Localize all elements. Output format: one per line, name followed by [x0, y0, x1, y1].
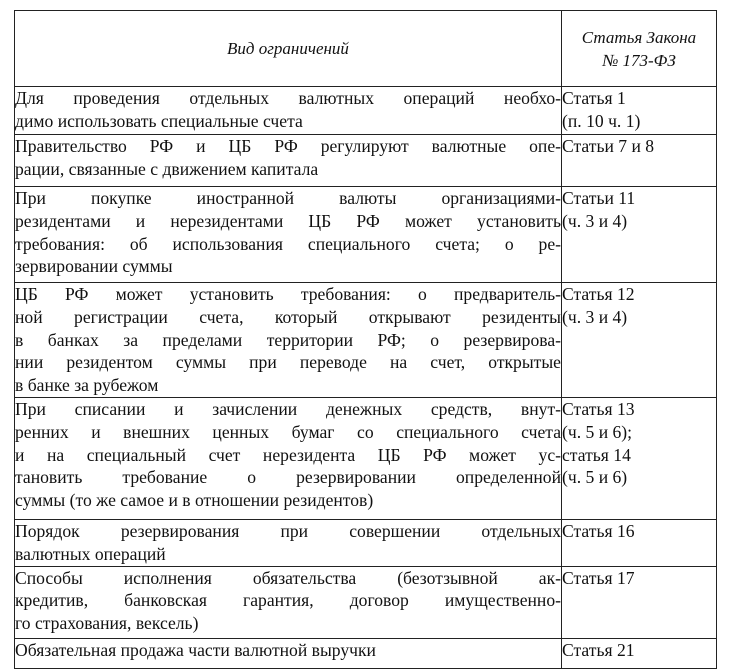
description-line: Для проведения отдельных валютных операций необхо- — [15, 88, 561, 108]
law-article-reference — [562, 519, 717, 566]
law-article-reference — [562, 87, 717, 135]
description-line: суммы (то же самое и в отношении резидентов) — [15, 490, 374, 511]
table-row — [15, 187, 717, 283]
description-line: При списании и зачислении денежных средств, внут- — [15, 398, 561, 419]
law-article-reference — [562, 566, 717, 638]
description-line: в банках за пределами территории РФ; о резервирова- — [15, 329, 561, 350]
table-row — [15, 519, 717, 566]
table-row — [15, 135, 717, 187]
law-reference-line: (ч. 3 и 4) — [562, 306, 628, 327]
description-line: Правительство РФ и ЦБ РФ регулируют валютные опе- — [15, 136, 561, 156]
header-restriction-type: Вид ограничений — [15, 11, 562, 87]
law-reference-line: статья 14 — [562, 444, 631, 465]
law-reference-line: Статья 21 — [562, 639, 635, 660]
law-reference-line: (ч. 3 и 4) — [562, 210, 628, 231]
table-row — [15, 397, 717, 519]
description-line: валютных операций — [15, 543, 166, 564]
header-law-article — [562, 11, 717, 87]
law-article-reference — [562, 135, 717, 187]
law-reference-line: Статья 12 — [562, 284, 635, 304]
description-line: зервировании суммы — [15, 256, 173, 277]
law-reference-line: Статья 17 — [562, 567, 635, 588]
header-law-line-1: Статья Закона — [581, 27, 697, 47]
description-line: Порядок резервирования при совершении отдельных — [15, 520, 561, 541]
description-line: ЦБ РФ может установить требования: о предваритель- — [15, 284, 561, 304]
table-row — [15, 638, 717, 668]
description-line: рации, связанные с движением капитала — [15, 158, 319, 179]
restriction-description — [15, 638, 562, 668]
law-reference-line: Статьи 7 и 8 — [562, 136, 655, 156]
law-reference-line: Статья 1 — [562, 88, 626, 108]
restriction-description — [15, 519, 562, 566]
law-article-reference — [562, 283, 717, 398]
description-line: При покупке иностранной валюты организациями- — [15, 188, 561, 208]
description-line: димо использовать специальные счета — [15, 110, 303, 131]
description-line: ной регистрации счета, который открывают резиденты — [15, 306, 561, 327]
law-article-reference — [562, 397, 717, 519]
law-reference-line: (ч. 5 и 6) — [562, 467, 628, 488]
restriction-description — [15, 566, 562, 638]
law-article-reference — [562, 638, 717, 668]
table-row — [15, 566, 717, 638]
description-line: тановить требование о резервировании определенной — [15, 467, 561, 488]
restrictions-table — [14, 10, 717, 669]
description-line: Обязательная продажа части валютной выручки — [15, 639, 376, 660]
description-line: кредитив, банковская гарантия, договор имущественно- — [15, 590, 561, 611]
table-body — [15, 87, 717, 669]
description-line: требования: об использования специального счета; о ре- — [15, 233, 561, 254]
restriction-description — [15, 397, 562, 519]
restriction-description — [15, 135, 562, 187]
table-header-row — [15, 11, 717, 87]
table-row — [15, 283, 717, 398]
law-reference-line: Статья 16 — [562, 520, 635, 541]
description-line: го страхования, вексель) — [15, 613, 199, 634]
restriction-description — [15, 283, 562, 398]
restriction-description — [15, 187, 562, 283]
description-line: и на специальный счет нерезидента ЦБ РФ может ус- — [15, 444, 561, 465]
law-reference-line: Статья 13 — [562, 398, 635, 419]
description-line: ренних и внешних ценных бумаг со специального счета — [15, 421, 561, 442]
header-law-line-2: № 173-ФЗ — [602, 50, 676, 70]
law-reference-line: (ч. 5 и 6); — [562, 421, 633, 442]
restriction-description — [15, 87, 562, 135]
description-line: нии резидентом суммы при переводе на счет, открытые — [15, 352, 561, 373]
law-article-reference — [562, 187, 717, 283]
description-line: резидентами и нерезидентами ЦБ РФ может установить — [15, 210, 561, 231]
table-row — [15, 87, 717, 135]
description-line: в банке за рубежом — [15, 375, 159, 396]
law-reference-line: Статьи 11 — [562, 188, 636, 208]
description-line: Способы исполнения обязательства (безотзывной ак- — [15, 567, 561, 588]
law-reference-line: (п. 10 ч. 1) — [562, 110, 641, 131]
